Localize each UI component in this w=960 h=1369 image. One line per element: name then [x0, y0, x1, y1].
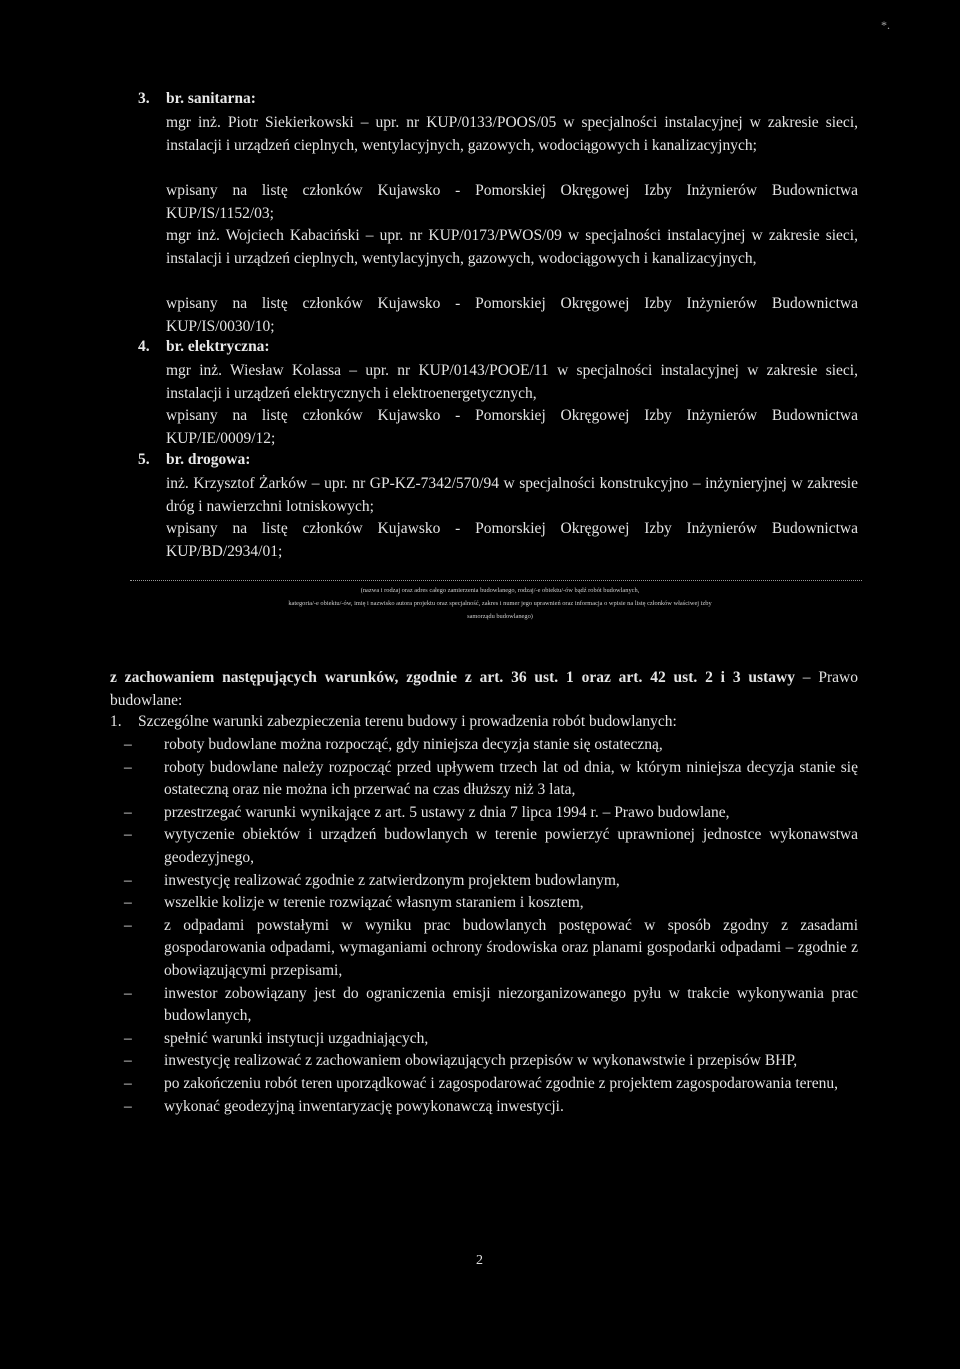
footnote-line-3: samorządu budowlanego) — [467, 613, 533, 620]
list-item — [0, 1050, 960, 1073]
list-dash: – — [124, 736, 132, 753]
section-3-number: 3. — [138, 90, 150, 107]
list-item-text: spełnić warunki instytucji uzgadniających, — [164, 1029, 429, 1047]
list-item-text: wykonać geodezyjną inwentaryzację powykonawczą inwestycji. — [164, 1097, 564, 1115]
section-5-paragraph-1: inż. Krzysztof Żarków – upr. nr GP-KZ-7342/570/94 w specjalności konstrukcyjno – inżynieryjnej w zakresie dróg i nawierzchni lotniskowych; — [166, 475, 858, 515]
conditions-intro — [110, 667, 858, 712]
list-item-text: inwestycję realizować zgodnie z zatwierdzonym projektem budowlanym, — [164, 871, 620, 889]
list-dash: – — [124, 984, 132, 1002]
section-5-number: 5. — [138, 451, 150, 468]
section-3-paragraph-2: wpisany na listę członków Kujawsko - Pomorskiej Okręgowej Izby Inżynierów Budownictwa KUP/IS/1152/03; — [166, 182, 858, 222]
section-5-paragraph-2: wpisany na listę członków Kujawsko - Pomorskiej Okręgowej Izby Inżynierów Budownictwa KUP/BD/2934/01; — [166, 520, 858, 560]
section-5-title: br. drogowa: — [166, 451, 251, 468]
section-4-paragraph-2: wpisany na listę członków Kujawsko - Pomorskiej Okręgowej Izby Inżynierów Budownictwa KUP/IE/0009/12; — [166, 407, 858, 447]
section-3-paragraph-4: wpisany na listę członków Kujawsko - Pomorskiej Okręgowej Izby Inżynierów Budownictwa KUP/IS/0030/10; — [166, 295, 858, 335]
list-item — [0, 734, 960, 757]
list-dash: – — [124, 916, 132, 934]
list-item-text: wszelkie kolizje w terenie rozwiązać własnym staraniem i kosztem, — [164, 894, 584, 912]
dotted-separator — [130, 580, 862, 581]
list-item-text: po zakończeniu robót teren uporządkować i zagospodarować zgodnie z projektem zagospodarowania terenu, — [164, 1074, 838, 1092]
list-item-text: z odpadami powstałymi w wyniku prac budowlanych postępować w sposób zgodny z zasadami gospodarowania odpadami, wymaganiami ochrony środowiska oraz planami gospodarki odpadami – zgodnie z obowiązującymi przepisami, — [164, 916, 858, 979]
list-item-text: roboty budowlane można rozpocząć, gdy niniejsza decyzja stanie się ostateczną, — [164, 736, 663, 753]
list-item — [0, 1073, 960, 1096]
list-item — [0, 983, 960, 1028]
list-dash: – — [124, 826, 132, 844]
section-4-paragraph-1: mgr inż. Wiesław Kolassa – upr. nr KUP/0143/POOE/11 w specjalności instalacyjnej w zakresie sieci, instalacji i urządzeń elektrycznych i elektroenergetycznych, — [166, 362, 858, 402]
section-4-number: 4. — [138, 338, 150, 355]
list-dash: – — [124, 1029, 132, 1047]
section-3-heading — [138, 90, 256, 108]
section-4-heading — [138, 338, 270, 356]
page-number: 2 — [476, 1253, 483, 1268]
list-item — [0, 1028, 960, 1051]
list-dash: – — [124, 871, 132, 889]
conditions-list — [0, 734, 960, 1118]
list-item-text: przestrzegać warunki wynikające z art. 5 ustawy z dnia 7 lipca 1994 r. – Prawo budowlane, — [164, 803, 730, 821]
list-item-text: inwestycję realizować z zachowaniem obowiązujących przepisów w wykonawstwie i przepisów BHP, — [164, 1052, 798, 1070]
list-item-text: wytyczenie obiektów i urządzeń budowlanych w terenie powierzyć uprawnionej jednostce wykonawstwa geodezyjnego, — [164, 826, 858, 866]
list-item — [0, 892, 960, 915]
conditions-number: 1. — [110, 713, 122, 730]
list-item — [0, 915, 960, 983]
corner-mark: *. — [881, 18, 890, 32]
list-item — [0, 802, 960, 825]
list-item — [0, 757, 960, 802]
footnote-line-2: kategoria/-e obiektu/-ów, imię i nazwisko autora projektu oraz specjalność, zakres i numer jego uprawnień oraz informacja o wpisie na listę członków właściwej izby — [288, 600, 712, 607]
list-item — [0, 870, 960, 893]
list-dash: – — [124, 803, 132, 821]
conditions-intro-bold: z zachowaniem następujących warunków, zgodnie z art. 36 ust. 1 oraz art. 42 ust. 2 i 3 ustawy — [110, 669, 795, 686]
section-3-title: br. sanitarna: — [166, 90, 256, 107]
section-4-title: br. elektryczna: — [166, 338, 270, 355]
list-dash: – — [124, 758, 132, 776]
section-3-paragraph-1: mgr inż. Piotr Siekierkowski – upr. nr KUP/0133/POOS/05 w specjalności instalacyjnej w zakresie sieci, instalacji i urządzeń cieplnych, wentylacyjnych, gazowych, wodociągowych i kanalizacyjnych; — [166, 114, 858, 154]
footnote-line-1: (nazwa i rodzaj oraz adres całego zamierzenia budowlanego, rodzaj/-e obiektu/-ów bądź robót budowlanych, — [360, 587, 640, 594]
list-dash: – — [124, 894, 132, 912]
list-item-text: inwestor zobowiązany jest do ograniczenia emisji niezorganizowanego pyłu w trakcie wykonywania prac budowlanych, — [164, 984, 858, 1025]
list-item-text: roboty budowlane należy rozpocząć przed upływem trzech lat od dnia, w którym niniejsza decyzja stanie się ostateczną oraz nie można ich przerwać na czas dłuższy niż 3 lata, — [164, 758, 858, 799]
list-dash: – — [124, 1097, 132, 1115]
list-item — [0, 824, 960, 869]
conditions-heading-text: Szczególne warunki zabezpieczenia terenu budowy i prowadzenia robót budowlanych: — [138, 713, 677, 730]
list-item — [0, 1096, 960, 1119]
section-5-heading — [138, 451, 250, 469]
conditions-intro-rest: – Prawo budowlane: — [110, 669, 859, 709]
conditions-heading — [110, 711, 870, 734]
list-dash: – — [124, 1052, 132, 1070]
list-dash: – — [124, 1074, 132, 1092]
section-3-paragraph-3: mgr inż. Wojciech Kabaciński – upr. nr KUP/0173/PWOS/09 w specjalności instalacyjnej w zakresie sieci, instalacji i urządzeń cieplnych, wentylacyjnych, gazowych, wodociągowych i kanalizacyjnych, — [166, 227, 858, 267]
